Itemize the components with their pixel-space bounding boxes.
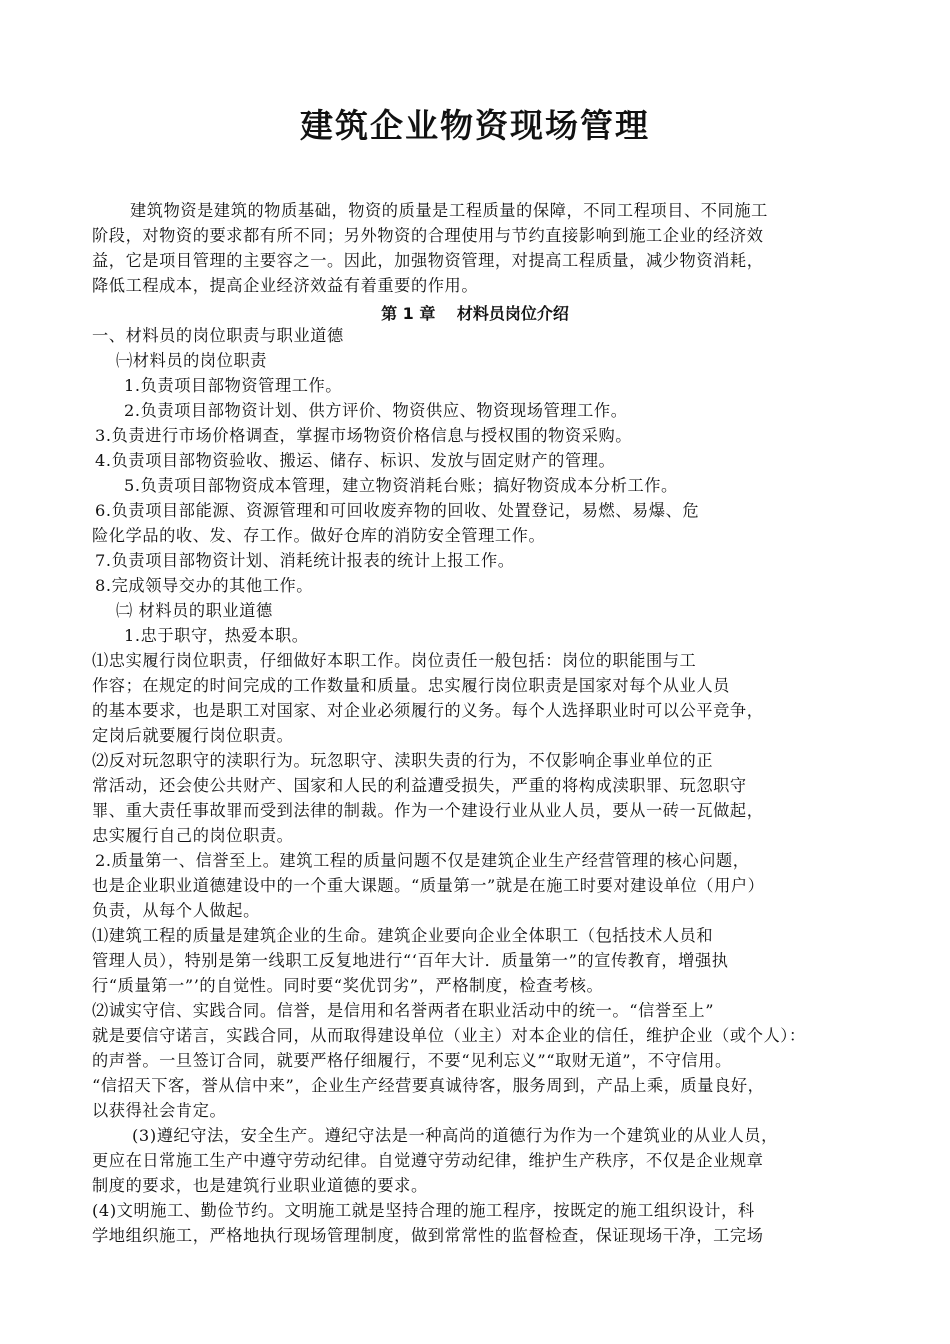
list-item: 7.负责项目部物资计划、消耗统计报表的统计上报工作。 bbox=[95, 551, 515, 570]
paragraph-line: 作容；在规定的时间完成的工作数量和质量。忠实履行岗位职责是国家对每个从业人员 bbox=[92, 676, 730, 695]
paragraph-line: 行“质量第一”’的自觉性。同时要“奖优罚劣”，严格制度，检查考核。 bbox=[92, 976, 604, 995]
paragraph-line: 学地组织施工，严格地执行现场管理制度，做到常常性的监督检查，保证现场干净，工完场 bbox=[92, 1226, 764, 1245]
list-item: 3.负责进行市场价格调查，掌握市场物资价格信息与授权围的物资采购。 bbox=[95, 426, 633, 445]
list-item: 1.负责项目部物资管理工作。 bbox=[124, 376, 343, 395]
intro-line: 阶段，对物资的要求都有所不同；另外物资的合理使用与节约直接影响到施工企业的经济效 bbox=[92, 226, 764, 245]
chapter-heading: 第 1 章 材料员岗位介绍 bbox=[381, 304, 569, 323]
paragraph-line: 更应在日常施工生产中遵守劳动纪律。自觉遵守劳动纪律，维护生产秩序，不仅是企业规章 bbox=[92, 1151, 764, 1170]
list-item-continued: 险化学品的收、发、存工作。做好仓库的消防安全管理工作。 bbox=[92, 526, 546, 545]
paragraph-line: 定岗后就要履行岗位职责。 bbox=[92, 726, 294, 745]
intro-line: 益，它是项目管理的主要容之一。因此，加强物资管理，对提高工程质量，减少物资消耗， bbox=[92, 251, 764, 270]
list-item: 1.忠于职守，热爱本职。 bbox=[124, 626, 309, 645]
paragraph-line: (4)文明施工、勤俭节约。文明施工就是坚持合理的施工程序，按既定的施工组织设计，科 bbox=[92, 1201, 755, 1220]
paragraph-line: “信招天下客，誉从信中来”，企业生产经营要真诚待客，服务周到，产品上乘，质量良好， bbox=[92, 1076, 765, 1095]
paragraph-line: 管理人员），特别是第一线职工反复地进行“‘百年大计．质量第一”的宣传教育，增强执 bbox=[92, 951, 729, 970]
paragraph-line: 常活动，还会使公共财产、国家和人民的利益遭受损失，严重的将构成渎职罪、玩忽职守 bbox=[92, 776, 747, 795]
paragraph-line: ⑴忠实履行岗位职责，仔细做好本职工作。岗位责任一般包括：岗位的职能围与工 bbox=[92, 651, 697, 670]
paragraph-line: 负责，从每个人做起。 bbox=[92, 901, 260, 920]
list-item: 6.负责项目部能源、资源管理和可回收废弃物的回收、处置登记，易燃、易爆、危 bbox=[95, 501, 700, 520]
paragraph-line: 以获得社会肯定。 bbox=[92, 1101, 227, 1120]
paragraph-line: (3)遵纪守法，安全生产。遵纪守法是一种高尚的道德行为作为一个建筑业的从业人员， bbox=[132, 1126, 778, 1145]
document-title: 建筑企业物资现场管理 bbox=[300, 106, 650, 145]
subsection-heading: ㈡ 材料员的职业道德 bbox=[116, 601, 273, 620]
paragraph-line: 制度的要求，也是建筑行业职业道德的要求。 bbox=[92, 1176, 428, 1195]
paragraph-line: 的基本要求，也是职工对国家、对企业必须履行的义务。每个人选择职业时可以公平竞争， bbox=[92, 701, 764, 720]
paragraph-line: 的声誉。一旦签订合同，就要严格仔细履行，不要“见利忘义”“取财无道”，不守信用。 bbox=[92, 1051, 732, 1070]
section-heading: 一、材料员的岗位职责与职业道德 bbox=[92, 326, 344, 345]
paragraph-line: 罪、重大责任事故罪而受到法律的制裁。作为一个建设行业从业人员，要从一砖一瓦做起， bbox=[92, 801, 764, 820]
intro-line: 降低工程成本，提高企业经济效益有着重要的作用。 bbox=[92, 276, 479, 295]
list-item: 8.完成领导交办的其他工作。 bbox=[95, 576, 314, 595]
paragraph-line: 忠实履行自己的岗位职责。 bbox=[92, 826, 294, 845]
paragraph-line: ⑵反对玩忽职守的渎职行为。玩忽职守、渎职失责的行为，不仅影响企事业单位的正 bbox=[92, 751, 714, 770]
paragraph-line: ⑵诚实守信、实践合同。信誉，是信用和名誉两者在职业活动中的统一。“信誉至上” bbox=[92, 1001, 715, 1020]
list-item: 4.负责项目部物资验收、搬运、储存、标识、发放与固定财产的管理。 bbox=[95, 451, 616, 470]
paragraph-line: 也是企业职业道德建设中的一个重大课题。“质量第一”就是在施工时要对建设单位（用户） bbox=[92, 876, 765, 895]
subsection-heading: ㈠材料员的岗位职责 bbox=[116, 351, 268, 370]
paragraph-line: 就是要信守诺言，实践合同，从而取得建设单位（业主）对本企业的信任，维护企业（或个人）： bbox=[92, 1026, 806, 1045]
list-item: 5.负责项目部物资成本管理，建立物资消耗台账；搞好物资成本分析工作。 bbox=[124, 476, 678, 495]
paragraph-line: ⑴建筑工程的质量是建筑企业的生命。建筑企业要向企业全体职工（包括技术人员和 bbox=[92, 926, 714, 945]
list-item: 2.负责项目部物资计划、供方评价、物资供应、物资现场管理工作。 bbox=[124, 401, 628, 420]
list-item: 2.质量第一、信誉至上。建筑工程的质量问题不仅是建筑企业生产经营管理的核心问题， bbox=[95, 851, 750, 870]
intro-line: 建筑物资是建筑的物质基础，物资的质量是工程质量的保障，不同工程项目、不同施工 bbox=[130, 201, 768, 220]
